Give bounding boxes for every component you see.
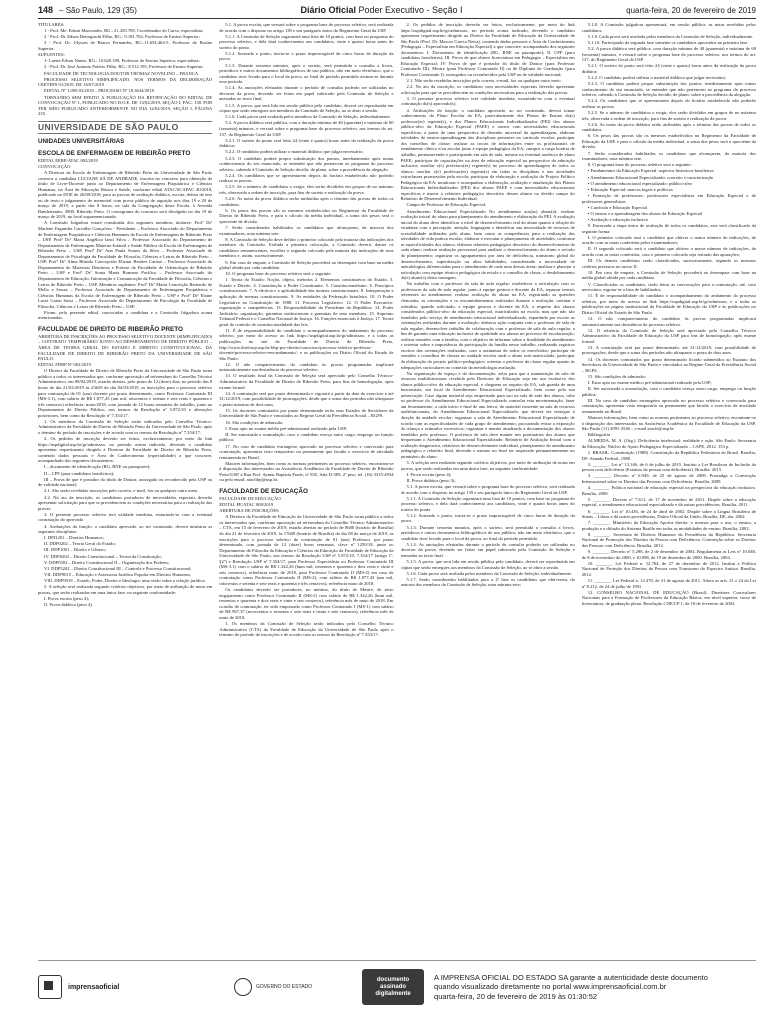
paragraph: I – documento de identificação (RG, RNE ou passaporte);	[44, 464, 151, 470]
header-section: Poder Executivo - Seção I	[355, 5, 463, 15]
paragraph: 5.2.5. Se o número de candidatos o exigir, eles serão divididos em grupos de no máximo três, observada a ordem de inscrição, para fins de sorteio e realização da prova.	[581, 109, 756, 121]
paragraph: 3 - Prof. Dr. Ulysses de Barros Fernandes, RG.:11.654.464-5, Professor de Ensino Superior.	[38, 40, 213, 51]
paragraph: 3. O presente processo seletivo terá validade imediata, exaurindo-se com a eventual contratação do(s) aprovado(s).	[400, 95, 575, 107]
paragraph: 1 - Prof. Me. Edson Marcondes, RG.: 21.450.769, Coordenador do Curso, especialista;	[44, 28, 204, 34]
government-seal	[234, 978, 312, 996]
paragraph: Maiores informações, bem como as normas pertinentes ao processo seletivo, encontram-se à disposição dos interessados na Assistência Acadêmica da Faculdade de Direito de Ribeirão Preto/USP, à Rua Prof. Aymar Baptista Prado, nº 835, Sala D-309, 2º piso, tel. (16) 3315-4934 ou pelo email: atacfdrp@usp.br.	[219, 460, 394, 483]
paragraph: TORNANDO SEM EFEITO A PUBLICAÇÃO DA RETIFICAÇÃO DO EDITAL DE CONVOCAÇÃO Nº 1, PUBLICADO NO D.O.E. DE 13/02/2019, SEÇÃO I, PÁG. 138. POR TER SIDO PUBLICADO ANTERIORMENTE NO DIA 12/02/2019, SEÇÃO I, PÁGINA 235.	[38, 94, 213, 117]
paragraph: 5.1.4. As anotações efetuadas durante o período de consulta poderão ser utilizadas no decorrer da prova, devendo ser feitas em papel rubricado pela Comissão de Seleção e anexadas ao texto final.	[219, 85, 394, 102]
paragraph: 10. _______. Lei Federal n. 12.764, de 27 de dezembro de 2012. Institui a Política Nacional de Proteção dos Direitos da Pessoa com Transtorno do Espectro Autista. Brasília, 2012.	[581, 560, 756, 577]
paragraph: 5.2.5. Se o número de candidatos o exigir, eles serão divididos em grupos de no máximo três, observada a ordem de inscrição, para fins de sorteio e realização da prova.	[219, 184, 394, 195]
paragraph: A Comissão Julgadora estará constituída dos seguintes membros titulares: Profª Drª Marlene Fagundes Carvalho Gonçalves - Presidente – Professor Associado do Departamento de Enfermagem Psiquiátrica e Ciências Humanas da Escola de Enfermagem de Ribeirão Preto – USP, Profª Drª Maria Angélica Ianci Silva – Professor Associado do Departamento de Departamento de Enfermagem Materno-Infantil e Saúde Pública da Escola de Enfermagem de Ribeirão Preto – USP, Profª Drª Ana Paula Soares da Silva – Professor Associado do Departamento de Psicologia da Faculdade de Filosofia, Ciências e Letras de Ribeirão Preto – USP, Profª Drª Alma Blásida Concepción Elizaur Benitez Catirse – Professor Associado do Departamento de Materiais Dentários e Prótese da Faculdade de Odontologia de Ribeirão Preto – USP e Profª Drª Sonia Maria Romano Pacífico – Professor Associado do Departamento de Educação, Informação e Comunicação da Faculdade de Filosofia, Ciências e Letras de Ribeirão Preto – USP. Membros suplentes: Profª Drª Maria Conceição Bernardo de Mello e Souza – Professor Associado do Departamento de Enfermagem Psiquiátrica e Ciências Humanas da Escola de Enfermagem de Ribeirão Preto – USP e Profª Drª Elaine Lucia Gaion Sassi – Professor Associado do Departamento de Psicologia da Faculdade de Filosofia, Ciências e Letras de Ribeirão Preto – USP.	[38, 220, 213, 309]
paragraph: VIII. DDP9019 – Estado, Poder, Direito e Ideologia: uma visão sobre a relação jurídica.	[44, 578, 206, 584]
paragraph: • O ensino e a aprendizagem dos alunos da Educação Especial	[587, 210, 703, 216]
paragraph: 5.2.1. O sorteio do ponto será feito 24 (vinte e quatro) horas antes da realização da prova didática;	[219, 137, 394, 149]
stamp-line-2: assinado	[380, 983, 407, 990]
paragraph: 5.1. A prova escrita, que versará sobre o programa base do processo seletivo, será realizada de acordo com o disposto no artigo 139 e seu parágrafo único do Regimento Geral da USP.	[400, 483, 575, 495]
paragraph: I. Estar apto no exame médio pré-admissional realizado pela USP;	[225, 425, 348, 431]
paragraph: Bibliografia	[587, 432, 610, 438]
page-footer	[38, 960, 756, 1013]
paragraph: 2 - Prof. Dr. Edson Detregiachi Filho, RG.: 9.181.702, Professor de Ensino Superior;	[44, 34, 201, 40]
column-4	[582, 22, 756, 954]
authenticity-line-2: quando visualizado diretamente no portal www.imprensaoficial.com.br	[434, 982, 667, 992]
paragraph: 1. Os membros da Comissão de Seleção serão indicados pelo Conselho Técnico Administrativo (CTA) da Faculdade de Educação da Universidade de São Paulo após o término do período de inscrições e de acordo com os termos da Resolução nº 7.354/17.	[219, 620, 394, 638]
section-heading-units: UNIDADES UNIVERSITÁRIAS	[38, 137, 125, 145]
paragraph: V. DDP0302 – Direito Constitucional II – Organização dos Poderes;	[44, 559, 170, 565]
paragraph: 2 - Prof. Dr. José Antonio Poletto Filho, RG.: 8.512.195, Professor de Ensino Superior.	[44, 64, 204, 70]
paragraph: 4. Atribuições da função: o candidato aprovado, ao ser contratado, deverá ministrar as seguintes disciplinas:	[38, 523, 213, 535]
paragraph: 3. O presente processo seletivo terá validade imediata, exaurindo-se com a eventual contratação do aprovado.	[38, 511, 213, 523]
paragraph: 12. CONSELHO NACIONAL DE EDUCAÇÃO (Brasil). Diretrizes Curriculares Nacionais para a Formação de Professores da Educação Básica, em nível superior, curso de licenciatura, de graduação plena. Resolução CNE/CP 1, de 18 de fevereiro de 2002.	[581, 589, 756, 606]
paragraph: 7. _______. Ministério da Educação Apoiva direito: o normas para o uso, o ensino, a produção e a difusão do Sistema Braille em todas as modalidades de ensino. Brasília, 2002.	[581, 520, 756, 531]
school-heading: ESCOLA DE ENFERMAGEM DE RIBEIRÃO PRETO	[38, 149, 191, 157]
paragraph: 5.2.1. O sorteio do ponto será feito 24 (vinte e quatro) horas antes da realização da prova didática;	[581, 63, 756, 74]
paragraph: III. No caso de candidato estrangeiro aprovado no processo seletivo e convocado para contratação, apresentar visto temporário ou permanente que faculte o exercício de atividade remunerada no Brasil.	[581, 397, 756, 414]
paragraph: 5.2.3. O candidato poderá propor substituição dos pontos, imediatamente após tomar conhecimento do seu enunciado, se entender que não pertencem ao programa do processo seletivo, cabendo à Comissão de Seleção decidir, de plano, sobre a procedência da alegação.	[581, 81, 756, 98]
paragraph: 5. _______. Decreto nº 7.611, de 17 de novembro de 2011. Dispõe sobre a educação especial, o atendimento educacional especializado e dá outras providências. Brasília, 2011.	[581, 496, 756, 508]
paragraph: 2.1. Não serão recebidas inscrições pelo correio, e-mail, fax ou qualquer outro meio.	[406, 78, 562, 84]
paragraph: I. O primeiro colocado será o candidato que obtiver o maior número de indicações, de acordo com as notas conferidas pelos examinadores;	[581, 234, 756, 246]
imprensa-logo-icon	[38, 975, 62, 999]
paragraph: 16. São condições de admissão:	[225, 419, 284, 425]
government-text: GOVERNO DO ESTADO	[256, 984, 313, 990]
paragraph: Maiores informações, bem como as normas pertinentes ao processo seletivo, encontram-se à disposição dos interessados na Assistência Acadêmica da Faculdade de Educação da USP, São Paulo (11) 3091-3546 – e-mail atacfe@usp.br	[581, 415, 756, 432]
authenticity-line-3: quarta-feira, 20 de fevereiro de 2019 às 01:30:52	[434, 991, 598, 1001]
header-publication	[137, 5, 626, 15]
page-number: 148	[38, 5, 54, 15]
paragraph: 8. _______. Secretaria de Direitos Humanos da Presidência da República. Secretaria Nacional de Promoção dos Direitos da Pessoa com Deficiência. Convenção sobre os Direitos das Pessoas com Deficiência. Brasília, 2012.	[581, 531, 756, 548]
notice-type: CONVOCAÇÃO	[38, 163, 71, 169]
section-banner-university: UNIVERSIDADE DE SÃO PAULO	[38, 121, 212, 134]
paragraph: 5.1.1. A Comissão de Seleção organizará uma lista de 10 pontos, com base no programa do processo seletivo, e dela dará conhecimento aos candidatos, vinte e quatro horas antes do sorteio do ponto.	[219, 33, 394, 50]
paragraph: 9. Encerrada a etapa única de avaliação de todos os candidatos, este será classificado da seguinte forma:	[581, 223, 756, 234]
paragraph: I. Prova escrita (peso 4);	[406, 471, 452, 477]
paragraph: O Diretor da Faculdade de Direito de Ribeirão Preto da Universidade de São Paulo torna público a todos os interessados que, conforme aprovação ad referendum do Conselho Técnico Administrativo, em 08/02/2019, estarão abertas, pelo prazo de 12 (doze) dias, no período das 8 horas do dia 21/02/2019 às 23h59 do dia 04/03/2019, as inscrições para o processo seletivo para contratação de 01 (um) docente por prazo determinado, como Professor Contratado III (MS-3.1), com salário de R$ 1.877,43 (um mil, oitocentos e setenta e sete reais e quarenta e três centavos) referência: maio/2018, com jornada de 12 horas semanais de trabalho, junto ao Departamento de Direito Público, nos termos da Resolução nº 5.872/10 e alterações posteriores, bem como da Resolução nº 7.354/17.	[38, 368, 213, 418]
paragraph: 4. Atribuições da função: o candidato aprovado, ao ser contratado, deverá tomar conhecimento do Plano Escolar da EA, particularmente dos Planos de Ensino do(s) professor(es) regente(s), e dos Planos Educacionais Individualizados (PEI) dos alunos público-alvo da Educação Especial (PAEE) e outros com necessidades educacionais específicas; a partir de uma perspectiva de desenho universal da aprendizagem, elaborar atividades de ensino-aprendizagem das disciplinas presentes no currículo escolar; participar dos conselhos de classe; realizar as trocas de informações entre os profissionais de atendimento clínico e/ou escolar junto à equipe pedagógica da EA; cumprir a carga horária de trabalho, permanecendo e participando em sala de aula, mesmo na eventual ausência de aluno PAEE; participar de capacitações na área de educação especial na perspectiva da educação inclusiva; auxiliar o(s) professor(es) regente(s) no processo de aprendizagem de todos os alunos; auxiliar o(s) professor(es) regente(s) em todas as disciplinas e nas atividades extraclasses promovidas pela escola; participar da elaboração e avaliação do Projeto Político Pedagógico da EA; monitorar e acompanhar a elaboração, avaliação e atualização dos Planos Educacionais Individualizados (PEI) dos alunos PAEE e com necessidades educacionais específicas e inserir o relatório pedagógico descritivo desses alunos no devido campo do Relatório de Desenvolvimento Individual.	[400, 107, 575, 202]
paragraph: 5.1.3. Durante sessenta minutos, após o sorteio, será permitida a consulta a livros, periódicos e outros documentos bibliográficos de uso público, não em meio eletrônico, que o candidato tiver levado para o local da prova, ao final do período permitido.	[400, 524, 575, 541]
paragraph: II. Ser autorizada a acumulação, caso o candidato exerça outro cargo, emprego ou função pública;	[219, 431, 394, 443]
authenticity-notice	[434, 973, 708, 1002]
paragraph: 12. O relatório da Comissão de Seleção será apreciado pelo Conselho Técnico Administrativo da Faculdade de Educação da USP para fins de homologação, após exame formal.	[581, 327, 756, 344]
paragraph: Ficam, pelo presente edital, convocadas a candidata e a Comissão Julgadora acima mencionadas.	[38, 309, 213, 321]
paragraph: 1. Teoria do Estado: Noção, objeto, métodos 2. Elementos constitutivos do Estado. 3. Estado e Direito. 4. Constituição e Poder Constituinte. 5. Constitucionalismo. 6. Princípios constitucionais. 7. A eficácia e a aplicabilidade das normas constitucionais. 8. Interpretação e aplicação de normas constitucionais. 9. As entidades da Federação brasileira. 10. O Poder Legislativo na Constituição de 1988. 11. Processo Legislativo. 12. O Poder Executivo: organização e competências. 13. Responsabilidade do Presidente da República. 14. Poder Judiciário: organização, garantias institucionais e garantias de seus membros. 15. Supremo Tribunal Federal e o Conselho Nacional de Justiça. 16. Funções essenciais à Justiça. 17. Teoria geral do controle de constitucionalidade das leis.	[219, 277, 394, 327]
paragraph: VI. DDP5202 – Direito Constitucional III – Controle e Processo Constitucional;	[44, 565, 192, 571]
paragraph: 5.2.2. O candidato poderá utilizar o material didático que julgar necessário;	[225, 149, 364, 155]
paragraph: Atendimento Educacional Especializado No atendimento aos(as) aluno(a): realizar avaliação inicial do aluno para planejamento do atendimento e elaboração do PEI. A avaliação inicial do aluno deve identificar o nível de desenvolvimento real do aluno quanto à relação do estudante com a percepção, atenção, linguagem e identificar sua necessidade de recursos de acessibilidade utilizados pelo aluno, bem como as competências para a realização das atividades de vida prática escolar; elaborar e executar o planejamento de atividades, conforme as especificidades dos alunos; elaborar relatório pedagógico descritivo do desenvolvimento de cada aluno; realizar avaliação processual para analisar o desenvolvimento do aluno e revisão do planejamento; organizar os agrupamentos por área de deficiência, transtorno global do desenvolvimento, superdotação ou altas habilidades, considerando a necessidade de metodologias diferenciadas para o atendimento de cada uma dessas áreas; analisar e planejar a articulação com equipe técnico pedagógica da escola e o conselho de classe, o desdobramento do(s) aluno(s) desta vantagem.	[400, 208, 575, 281]
paragraph: • O atendimento educacional especializado: público-alvo	[587, 180, 693, 186]
school-heading: FACULDADE DE DIREITO DE RIBEIRÃO PRETO	[38, 325, 183, 333]
paragraph: II. DDP0202 – Teoria Geral do Estado;	[44, 541, 116, 547]
paragraph: 5. A seleção será realizada segundo critérios objetivos, por meio de atribuição de notas em provas, que serão realizadas em uma única fase, na seguinte conformidade:	[38, 584, 213, 595]
paragraph: 5.1.4. As anotações efetuadas durante o período de consulta poderão ser utilizadas no decorrer da prova, devendo ser feitas em papel rubricado pela Comissão de Seleção e anexadas ao texto final.	[400, 541, 575, 558]
paragraph: 1. BRASIL. Constituição (1988). Constituição da República Federativa do Brasil. Brasília, DF: Senado Federal, 1988.	[581, 450, 756, 461]
column-3	[401, 22, 575, 954]
paragraph: 7. Serão considerados habilitados os candidatos que alcançarem, da maioria dos examinadores, nota mínima sete.	[581, 150, 756, 162]
paragraph: 17. No caso de candidato estrangeiro aprovado no processo seletivo e convocado para contratação, apresentar visto temporário ou permanente que faculte o exercício de atividade remunerada no Brasil.	[219, 443, 394, 460]
paragraph: 5.1.10. Participarão da segunda fase somente os candidatos aprovados na primeira fase.	[587, 39, 749, 45]
paragraph: 5.1.7. Serão considerados habilitados para a 2ª fase os candidatos que obtiverem, da maioria dos membros da Comissão de Seleção, nota mínima sete;	[400, 576, 575, 588]
paragraph: 5.2.4. Os candidatos que se apresentarem depois do horário estabelecido não poderão realizar as provas.	[219, 172, 394, 184]
paragraph: PROCESSO SELETIVO SIMPLIFICADO, NOS TERMOS DA DELIBERAÇÃO CEETEPS 01/2019, DE 16/07/2019	[38, 76, 213, 88]
article-columns	[38, 22, 756, 954]
paragraph: • Educação Especial: marcos legais e políticos	[587, 186, 673, 192]
paragraph: 8. A Comissão de Seleção deve definir o primeiro colocado pela maioria das indicações dos membros da Comissão. Exibida a primeira colocação, a Comissão deverá, dentre os candidatos remanescentes, escolher o segundo colocado pela maioria das indicações de seus membros e, assim, sucessivamente.	[219, 236, 394, 259]
paragraph: 5.1.8. A Comissão julgadora apresentará, em sessão pública, as notas recebidas pelos candidatos.	[581, 22, 756, 33]
paragraph: V. Classificados os candidatos, serão feitas as convocações para a contratação, até, caso necessário, esgotar-se a lista de habilitados.	[581, 281, 756, 293]
paragraph: II. Prova didática (peso 4).	[44, 602, 93, 608]
notice-title: ABERTURA DE INSCRIÇÕES AO PROCESSO SELETIVO DOCENTE (SIMPLIFICADO) – CONTRATO TEMPORÁRIO JUNTO AO DEPARTAMENTO DE DIREITO PÚBLICO – ÁREA DE TEORIA GERAL DO ESTADO E DIREITO CONSTITUCIONAL, DA FACULDADE DE DIREITO DE RIBEIRÃO PRETO DA UNIVERSIDADE DE SÃO PAULO.	[38, 333, 213, 362]
paragraph: 5.2.3. O candidato poderá propor substituição dos pontos, imediatamente após tomar conhecimento do seu enunciado, se entender que não pertencem ao programa do processo seletivo, cabendo à Comissão de Seleção decidir, de plano, sobre a procedência da alegação.	[219, 155, 394, 172]
paragraph: TITULARES:	[38, 22, 65, 27]
logo-text: imprensaoficial	[68, 983, 120, 991]
paragraph: 5. A seleção será realizada segundo critérios objetivos, por meio de atribuição de notas em provas, que serão realizadas em uma única fase, na seguinte conformidade:	[400, 460, 575, 471]
page-header	[38, 2, 756, 19]
paragraph: A Diretora da Faculdade de Educação da Universidade de São Paulo torna pública a todos os interessados que, conforme aprovação ad referendum do Conselho Técnico Administrativo – CTA, em 15 de fevereiro de 2019, estarão abertas no período de 8h00 (horário de Brasília) do dia 21 de fevereiro de 2019, às 17h00 (horário de Brasília) do dia 08 de março de 2019, as inscrições para o processo seletivo de contratação de 01 (um) Professor, por prazo determinado, com jornada de 12 (doze) horas semanais, clave nº 1250/18, junto ao Departamento de Filosofia da Educação e Ciências da Educação da Faculdade de Educação da Universidade de São Paulo, nos termos da Resolução USP nº 5.872/10, 7.354/17 (artigo 1º, §2º) e Resolução USP nº 7.354/17, para Professor Especialista ou Professor Contratado III (MS-3.1) com o salário de R$ 1.342,26 (hum mil, trezentos e quarenta e dois reais e vinte e seis centavos), referência maio de 2018, para Professor Contratado II (MS-2) em caso de contratação como Professor Contratado II (MS-2), com salário de R$ 1.877,43 (um mil, oitocentos e setenta e sete reais e quarenta e três centavos), referência maio de 2018.	[219, 514, 394, 586]
paragraph: III. Os demais candidatos serão classificados, sucessivamente, segundo os mesmos critérios previstos no inciso II.	[581, 258, 756, 269]
column-2	[219, 22, 393, 954]
digital-signature-stamp	[362, 969, 424, 1005]
paragraph: 13. A contratação será por prazo determinado, até 31/12/2019, com possibilidade de prorrogações, desde que a soma dos períodos não ultrapasse o prazo de dois anos.	[581, 344, 756, 356]
edital-number: EDITAL FDRP Nº 002/2019	[38, 362, 91, 368]
paragraph: 2. Os pedidos de inscrição deverão ser feitos, exclusivamente, por meio do link https://uspdigital.usp.br/gr/admissao, no período acima indicado, devendo o candidato apresentar requerimento dirigido à Diretora da Faculdade de Direito de Ribeirão Preto, contendo dados pessoais e Área de Conhecimento (especialidade) a que concorre, acompanhado dos seguintes documentos:	[38, 436, 213, 464]
paragraph: 13. O resultado final da Comissão de Seleção será apreciado pelo Conselho Técnico-Administrativo da Faculdade de Direito de Ribeirão Preto, para fins de homologação, após exame formal.	[219, 373, 394, 390]
paragraph: I. Estar apto no exame médico pré-admissional realizado pela USP;	[587, 379, 712, 385]
paragraph: II. O segundo colocado será o candidato que obtiver o maior número de indicações, de acordo com as notas conferidas, caso o primeiro colocado seja retirado das apurações;	[581, 246, 756, 257]
paragraph: 5.2.2. O candidato poderá utilizar o material didático que julgar necessário;	[587, 74, 727, 80]
paragraph: 5.1.5. A prova, que será lida em sessão pública pelo candidato, deverá ser reproduzida em cópias que serão entregues aos membros da Comissão de Seleção, ao se abrir a sessão.	[400, 559, 575, 570]
edital-number: EDITAL FE/ATAC 008/2019	[219, 502, 274, 508]
paragraph: 5.2. A prova didática será pública, com duração mínima de 40 (quarenta) e máxima de 60 (sessenta) minutos, e versará sobre o programa base do processo seletivo, nos termos do art. 137, do Regimento Geral da USP.	[581, 45, 756, 63]
authenticity-line-1: A IMPRENSA OFICIAL DO ESTADO SA garante a autenticidade deste documento	[434, 972, 708, 982]
paragraph: 5.1.2. Sorteado o ponto, inicia-se o prazo improrrogável de cinco horas de duração da prova.	[219, 50, 394, 62]
paragraph: 2. _______. Lei nº 13.146, de 6 de julho de 2015. Institui a Lei Brasileira de Inclusão da pessoa com deficiência (Estatuto da pessoa com deficiência). Brasília: 2015.	[581, 461, 756, 473]
paragraph: Campo de Professor de Educação Especial:	[406, 202, 487, 208]
paragraph: 14. Os docentes contratados por prazo determinado ficarão submetidos ao Estatuto dos Servidores da Universidade de São Paulo e vinculados ao Regime Geral da Previdência Social – RGPS.	[581, 356, 756, 373]
paragraph: IV. DDP0202 – Direito Constitucional – Teoria da Constituição;	[44, 553, 162, 559]
notice-type: ABERTURA DE INSCRIÇÕES	[219, 508, 279, 514]
paragraph: SUPLENTES:	[38, 52, 65, 58]
header-date: quarta-feira, 20 de fevereiro de 2019	[626, 5, 756, 15]
paragraph: II – CPF (para candidatos brasileiros);	[44, 470, 115, 476]
paragraph: 3. _______. Decreto nº 6.949, de 25 de agosto de 2009. Promulga a Convenção Internacional sobre os Direitos das Pessoas com Deficiência. Brasília, 2009.	[581, 473, 756, 484]
paragraph: • Currículo e Educação Especial	[587, 204, 648, 210]
paragraph: III – Prova de que é portador do título de Doutor, outorgado ou reconhecido pela USP ou de validade nacional;	[38, 476, 213, 488]
paragraph: 14. A contratação será por prazo determinado e vigorará a partir da data do exercício e até 31/12/2019, com possibilidade de prorrogações, desde que a soma dos períodos não ultrapasse o prazo máximo de dois anos.	[219, 390, 394, 407]
paragraph: • Formação de professores: professores especialistas em Educação Especial e de professores generalistas	[581, 192, 756, 204]
paragraph: 12. O não comparecimento do candidato às provas programadas implicará automaticamente sua desistência do processo seletivo.	[219, 361, 394, 373]
paragraph: 2.1. São serão recebidas inscrições pelo correio, e-mail, fax ou qualquer outro meio.	[44, 488, 199, 494]
paragraph: 5.2.6. As notas da prova didática serão atribuídas após o término das provas de todos os candidatos.	[581, 121, 756, 133]
paragraph: 5.1.2. Sorteado o ponto, inicia-se o prazo improrrogável de cinco horas de duração da prova.	[400, 512, 575, 524]
paragraph: 9. Em caso de empate, a Comissão de Seleção procederá ao desempate com base na média global obtida por cada candidato.	[219, 259, 394, 271]
school-subheading: FACULDADE DE EDUCAÇÃO	[219, 495, 281, 501]
paragraph: 5.1.1. A Comissão de Seleção organizará uma lista de 10 pontos, com base no programa do processo seletivo, e dela dará conhecimento aos candidatos, vinte e quatro horas antes do sorteio do ponto.	[400, 495, 575, 512]
paragraph: • Avaliação e educação inclusiva	[587, 216, 648, 222]
paragraph: Na organização do espaço e da documentação: zelar para que a manutenção da sala de recursos multifuncionais recebida pela Diretoria de Educação seja em uso exclusivo dos alunos público-alvo da educação especial, e cheguem ao arquivo da EA, sob guarda de uma funcionária, em local do Atendimento Educacional Especializado, bem como pela sua preservação. Caso algum material seja emprestado para uso na sala de aula dos alunos, cabe ao professor do Atendimento Educacional Especializado controlar esta movimentação, fazer um levantamento, a cada início e final de ano letivo, do material existente na sala de recursos multifuncionais, do Atendimento Educacional Especializado, que deverá ser entregue à direção da unidade escolar; organizar a sala de Atendimento Educacional Especializado de acordo com as especificidades de cada grupo de atendimento, procurando evitar a exposição da criança a estímulos excessivos; organizar e manter atualizada a documentação dos alunos atendidos pelo professor. O professor de sala deve manter nos prontuários dos alunos que frequentam o Atendimento Educacional Especializado: Relatório de Avaliação Inicial com a avaliação diagnóstica, relatórios de desenvolvimento individual, planejamento do atendimento pedagógico e relatório final, devendo o mesmo no final ser arquivado permanentemente no prontuário do aluno.	[400, 370, 575, 459]
paragraph: A Diretora da Escola de Enfermagem de Ribeirão Preto da Universidade de São Paulo convoca a candidata LUCIANE SÁ DE ANDRADE, inscrita no concurso para obtenção do título de Livre-Docente junto ao Departamento de Enfermagem Psiquiátrica e Ciências Humanas, na Área de Educação Básica e Saúde, conforme edital ATAC/SCAPAC 40/2018, publicado no DOE de 26/09/2018, para as provas de avaliação didática, escrita, defesa de tese ou de texto e julgamento do memorial com prova pública de arguição nos dias 19 e 20 de março de 2019, a partir das 8 horas, na sala da Congregação desta Escola, à Avenida Bandeirantes, 3900, Ribeirão Preto. O cronograma do concurso será divulgado no dia 19 de março de 2019, no local supramencionado.	[38, 169, 213, 220]
paragraph: 5.1.3. Durante sessenta minutos, após o sorteio, será permitida a consulta a livros, periódicos e outros documentos bibliográficos de uso público, não em meio eletrônico, que o candidato tiver levado para o local da prova, ao final do período permitido assinar-se durante esse período.	[219, 62, 394, 85]
paragraph: 6. Os pesos das provas são os mesmos estabelecidos no Regimento da Faculdade de Educação da USP, e para o cálculo da média individual, a soma dos pesos será o quociente da divisão.	[581, 133, 756, 150]
paragraph: • Fundamentos da Educação Especial: aspectos históricos brasileiros	[587, 168, 714, 174]
paragraph: 11. _______. Lei Federal n. 12.470, de 31 de agosto de 2011. Altera os arts. 21 e 24 da Lei nº 8.212, de 24 de julho de 1991.	[581, 578, 756, 589]
paragraph: 5.2. A prova didática será pública, com a duração mínima de 40 (quarenta) e máxima de 60 (sessenta) minutos, e versará sobre o programa base do processo seletivo, nos termos do art. 137, do Regimento Geral da USP.	[219, 120, 394, 137]
paragraph: VII. DDP9015 – Educação e Assessoria Jurídica Popular em Direitos Humanos;	[44, 572, 192, 578]
paragraph: 6. _______. Lei nº 10.436, de 24 de abril de 2002. Dispõe sobre a Língua Brasileira de Sinais – Libras e dá outras providências. Diário Oficial da União, Brasília, DF, abr. 2002.	[581, 508, 756, 520]
imprensa-oficial-logo	[38, 975, 218, 999]
paragraph: III. DDP1001 – Direito e Gênero;	[44, 547, 106, 553]
paragraph: 11. É de responsabilidade do candidato o acompanhamento do andamento do processo seletivo, por meio do acesso ao link https://uspdigital.usp.br/gr/admissao, e a todas as publicações no site da Faculdade de Direito de Ribeirão Preto, http://www.direitorp.usp.br/fdrp-por-direito/concursos/processo-seletivo-professor-docente/processo-seletivo-em-andamento/, e as publicações no Diário Oficial do Estado de São Paulo.	[219, 327, 394, 361]
paragraph: 11. É de responsabilidade do candidato o acompanhamento do andamento do processo seletivo, por meio do acesso ao link https://uspdigital.usp.br/gr/admissao, e a todas as publicações na página institucional da Faculdade de Educação da USP e às publicações no Diário Oficial do Estado de São Paulo.	[581, 293, 756, 315]
paragraph: 12. O não comparecimento do candidato às provas programadas implicará automaticamente sua desistência do processo seletivo.	[581, 315, 756, 327]
paragraph: 5.1.5. A prova, que será lida em sessão pública pelo candidato, deverá ser reproduzida em cópias que serão entregues aos membros da Comissão de Seleção, ao se abrir a sessão.	[219, 102, 394, 114]
paragraph: 8. O programa base do processo seletivo será o seguinte:	[587, 162, 692, 168]
paragraph: 10. O programa base do processo seletivo será o seguinte:	[225, 271, 332, 277]
paragraph: 5.1.6. Cada prova será avaliada pelos membros da Comissão de Seleção, individualmente.	[406, 570, 573, 576]
paragraph: 2. Os pedidos de inscrição deverão ser feitos, exclusivamente, por meio do link https://uspdigital.usp.br/gr/admissao, no período acima indicado, devendo o candidato apresentar requerimento dirigido ao Diretor da Faculdade de Educação da Universidade de São Paulo (Prof. Dr. Marcos Garcia Neira), contendo dados pessoais e Área de Conhecimento (Pedagogia – Especialista em Educação Especial) a que concorre, acompanhado dos seguintes documentos: I. Documento de identificação (RG, RNE ou passaporte); II. CPF (para candidatos brasileiros); III. Prova de que obteve licenciatura em Pedagogia – Especialista em Educação Especial; IV. Prova de que é portador do título de Doutor (para Professor Contratado III), Mestre (para Professor Contratado II) ou de Diploma de Graduação (para Professor Contratado I), outorgados ou reconhecidos pela USP ou de validade nacional;	[400, 22, 575, 77]
stamp-line-3: digitalmente	[375, 990, 411, 997]
header-title: Diário Oficial	[300, 5, 356, 15]
paragraph: 1- Laerte Edson Nunes, RG.: 10.620.189, Professor de Ensino Superior, especialista;	[44, 58, 200, 64]
paragraph: II. Ser autorizada a acumulação, caso o candidato exerça outro cargo, emprego ou função pública;	[581, 386, 756, 397]
paragraph: 2.2. No ato da inscrição, os candidatos portadores de necessidades especiais deverão apresentar solicitação para que se providenciem as condições necessárias para a realização das provas.	[38, 494, 213, 511]
paragraph: ALMEIDA, M. A. (Org.). Deficiência intelectual: realidade e ação. São Paulo: Secretaria da Educação; Núcleo de Apoio Pedagógico Especializado – CAPE, 2012. 153 p.	[581, 438, 756, 449]
paragraph: 5.1.6. Cada prova será avaliada pelos membros da Comissão de Seleção, individualmente.	[225, 114, 391, 120]
paragraph: I. DPI1201 – Direitos Humanos;	[44, 535, 104, 541]
paragraph: 5.2.4. Os candidatos que se apresentarem depois do horário estabelecido não poderão realizar as provas.	[581, 98, 756, 109]
paragraph: 5.2.6. As notas da prova didática serão atribuídas após o término das provas de todos os candidatos.	[219, 196, 394, 207]
paragraph: 7. Serão considerados habilitados os candidatos que alcançarem, da maioria dos examinadores, nota mínima sete.	[219, 225, 394, 236]
header-location: – São Paulo, 129 (35)	[59, 5, 137, 15]
paragraph: 4. _______. Política nacional de educação especial na perspectiva da educação inclusiva. Brasília, 2008.	[581, 485, 756, 496]
paragraph: 9. _______. Decreto nº 5.296, de 2 de dezembro de 2004. Regulamenta as Leis nº 10.048, de 8 de novembro de 2000, e 10.098, de 19 de dezembro de 2000. Brasília, 2004.	[581, 549, 756, 560]
paragraph: 10. Em caso de empate, a Comissão de Seleção procederá ao desempate com base na média global obtida por cada candidato.	[581, 269, 756, 281]
paragraph: I. Prova escrita (peso 4);	[44, 596, 90, 601]
state-seal-icon	[234, 978, 252, 996]
school-heading: FACULDADE DE EDUCAÇÃO	[219, 487, 309, 495]
paragraph: • Atendimento Educacional Especializado: conceito e caracterização	[587, 174, 714, 180]
stamp-line-1: documento	[376, 976, 410, 983]
paragraph: Os candidatos deverão ser portadores, no mínimo, do título de Mestre, de sério engajamento como Professor Contratado II (MS-2) com salário de R$ 1.342,26 (hum mil, trezentos e quarenta e dois reais e vinte e seis centavos), referência mês de maio de 2018. Em ocasião de contratação, ter sido empossado como Professor Contratado I (MS-1) com salário de R$ 967,37 (novecentos e sessenta e sete reais e trinta e sete centavos), referência mês de maio de 2018.	[219, 587, 394, 620]
paragraph: 15. São condições de admissão:	[587, 373, 647, 379]
paragraph: II. Prova didática (peso 3);	[406, 477, 456, 483]
paragraph: EDITAL Nº 1.099.03/2018 – PROCESSO Nº 18.3634/2018	[44, 88, 154, 94]
paragraph: 6. Os pesos das provas são os mesmos estabelecidos no Regimento da Faculdade de Direito de Ribeirão Preto, e para o cálculo da média individual, a soma dos pesos será o quociente da divisão.	[219, 207, 394, 224]
paragraph: 15. Os docentes contratados por prazo determinado terão seus Estados de Servidores da Universidade de São Paulo e vinculados ao Regime Geral da Previdência Social – RGPS.	[219, 407, 394, 419]
paragraph: 5.1.9. Cada prova será avaliada pelos membros da Comissão de Seleção, individualmente.	[587, 33, 754, 39]
paragraph: 1. Os membros da Comissão de Seleção serão indicados pelo Conselho Técnico-Administrativo da Faculdade de Direito de Ribeirão Preto da Universidade de São Paulo, após o término do período de inscrições e de acordo com os termos da Resolução nº 7.354/17.	[38, 418, 213, 435]
column-1	[38, 22, 212, 954]
paragraph: 5.1. A prova escrita, que versará sobre o programa base do processo seletivo, será realizada de acordo com o disposto no artigo 139 e seu parágrafo único do Regimento Geral da USP.	[219, 22, 394, 33]
paragraph: 2.2. No ato da inscrição, os candidatos com necessidades especiais deverão apresentar solicitação para que se providenciem as condições necessárias para a realização das provas.	[400, 84, 575, 95]
paragraph: No trabalho com o professor da sala de aula regular: estabelecer a articulação com os professores da sala de aula regular, junto à equipe gestora e docente da EA, repassar termos referentes ao atendimento; realizar avaliação do aluno na EA, registrando as questões elencadas, as orientações e os encaminhamentos realizados durante a avaliação; orientar e subsidiar, quando solicitado, a equipe gestora e docente da EA, a respeito dos alunos considerados público-alvo da educação especial, matriculados na escola, mas que não são atendidos pelo serviço de atendimento educacional individualizado, espartindo por escrito as orientações realizadas durante a avaliação; elaborar ação conjunta com o professor de sala de aula regular; desenvolver trabalho de colaboração com o professor de sala de aula regular, a fim de garantir uma educação inclusiva de qualidade aos alunos no processo de escolarização; realizar reuniões com a família, com o objetivo de informar sobre a finalidade do atendimento e orientar sobre a importância da participação da família nesse trabalho, realizando registros escritos das orientações realizadas, com a assinatura de todos os envolvidos; participar de reuniões e conselhos de classes no unidade escolar onde o aluno está matriculado, participar da elaboração do projeto político-pedagógico; orientar o professor da classe regular quanto às adequações curriculares no contexto da metodologia avaliação.	[400, 281, 575, 370]
paragraph: FACULDADE DE TECNOLOGIA DOUTOR THOMAZ NOVELINO – FRANCA	[44, 70, 199, 76]
edital-number: EDITAL EERP/ATAC 002/2019	[38, 157, 98, 163]
